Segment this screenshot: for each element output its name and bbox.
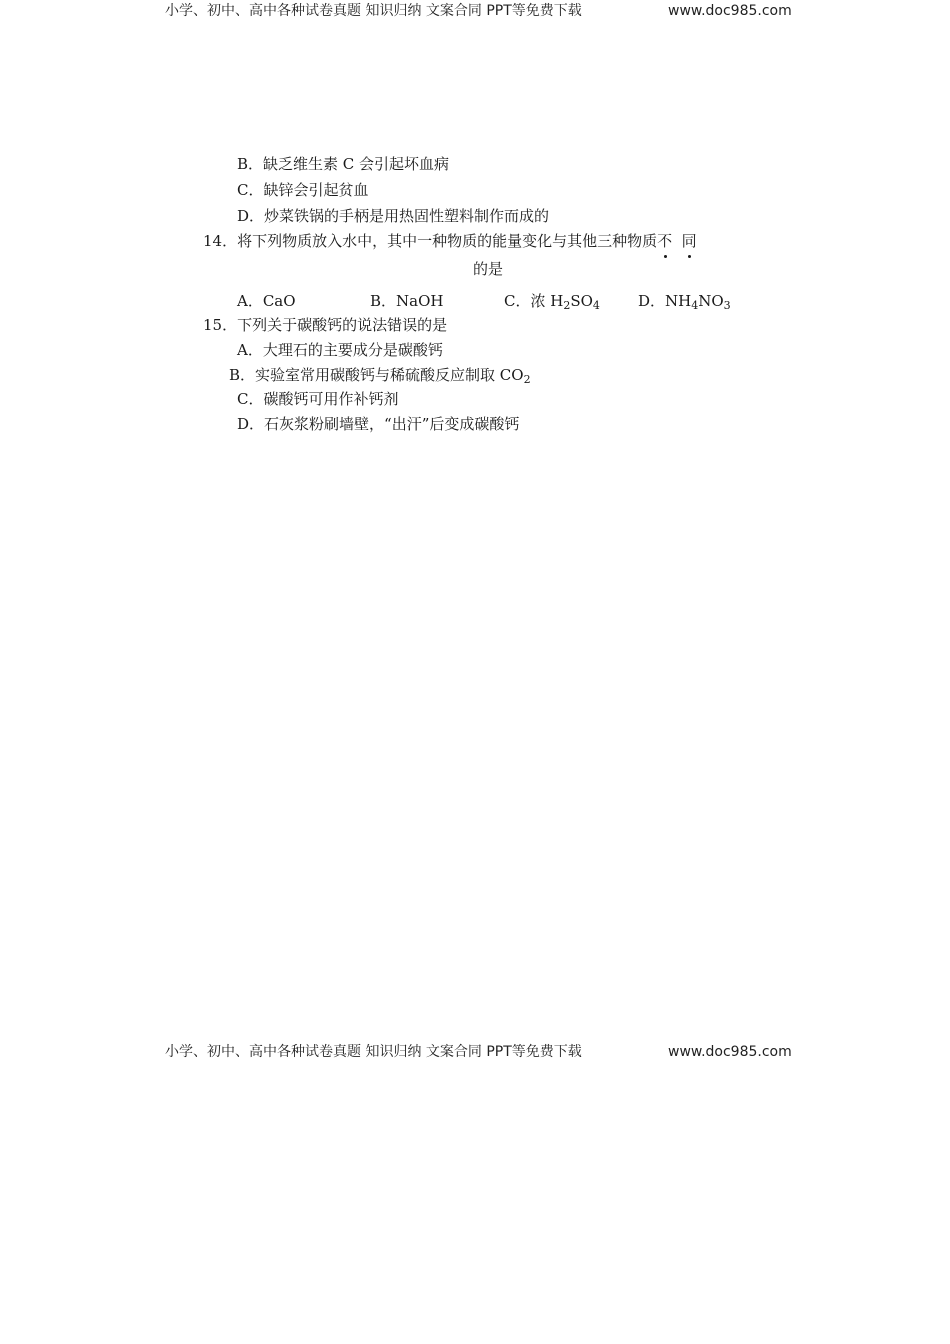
q15-option-b: B．实验室常用碳酸钙与稀硫酸反应制取 $CO_2$: [229, 366, 531, 386]
page-header: [165, 1, 795, 21]
q13-option-c: C．缺锌会引起贫血: [237, 181, 369, 199]
header-site-link[interactable]: www.doc985.com: [668, 3, 792, 19]
q14-option-b: B．NaOH: [370, 292, 444, 310]
q14-emphasis-tong: 同: [681, 232, 697, 250]
q13-option-b: B．缺乏维生素 C 会引起坏血病: [237, 155, 450, 173]
q14-emphasis-bu: 不: [657, 232, 673, 250]
q15-option-a: A．大理石的主要成分是碳酸钙: [237, 341, 443, 359]
q15-option-c: C．碳酸钙可用作补钙剂: [237, 390, 399, 408]
q15-stem: 15．下列关于碳酸钙的说法错误的是: [203, 316, 448, 334]
q14-stem-prefix: 14．将下列物质放入水中，其中一种物质的能量变化与其他三种物质: [203, 232, 658, 250]
q14-option-c: C．浓 $H_2SO_4$: [504, 292, 600, 312]
page-footer: [165, 1042, 795, 1062]
header-text: 小学、初中、高中各种试卷真题 知识归纳 文案合同 PPT等免费下载: [165, 3, 582, 19]
q14-stem-suffix: 的是: [473, 260, 504, 278]
q15-option-d: D．石灰浆粉刷墙壁，“出汗”后变成碳酸钙: [237, 415, 520, 433]
q14-option-d: D．$NH_4NO_3$: [638, 292, 731, 312]
q13-option-d: D．炒菜铁锅的手柄是用热固性塑料制作而成的: [237, 207, 550, 225]
footer-site-link[interactable]: www.doc985.com: [668, 1044, 792, 1060]
footer-text: 小学、初中、高中各种试卷真题 知识归纳 文案合同 PPT等免费下载: [165, 1044, 582, 1060]
q14-stem: [203, 230, 697, 252]
q14-option-a: A．CaO: [237, 292, 296, 310]
